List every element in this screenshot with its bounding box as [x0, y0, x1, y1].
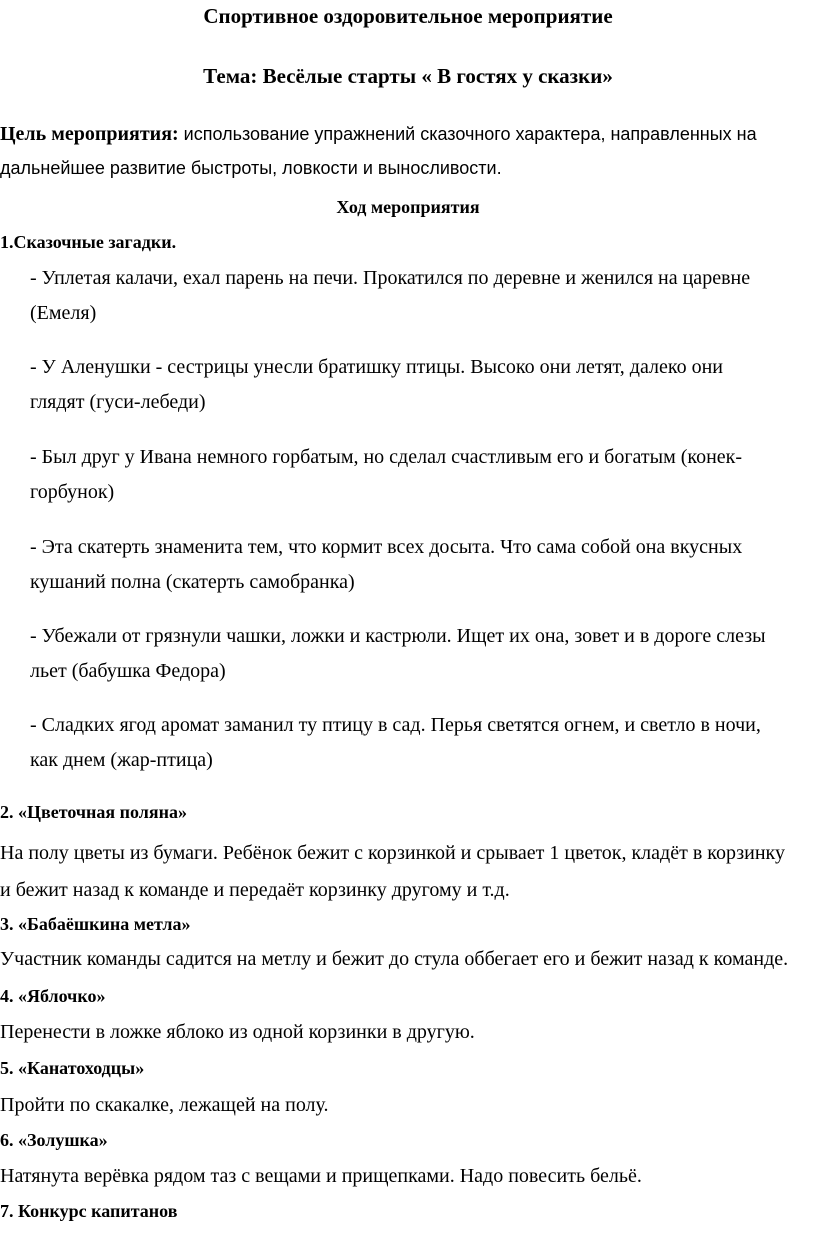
- riddle-2-line-1: - У Аленушки - сестрицы унесли братишку птицы. Высоко они летят, далеко они: [30, 356, 723, 378]
- riddle-4-line-1: - Эта скатерть знаменита тем, что кормит всех досыта. Что сама собой она вкусных: [30, 536, 743, 558]
- riddle-6-line-1: - Сладких ягод аромат заманил ту птицу в сад. Перья светятся огнем, и светло в ночи,: [30, 714, 761, 736]
- section1-heading: 1.Сказочные загадки.: [0, 232, 177, 252]
- course-heading: Ход мероприятия: [336, 197, 480, 217]
- goal-text-2: дальнейшее развитие быстроты, ловкости и выносливости.: [0, 158, 502, 178]
- section4-line-1: Перенести в ложке яблоко из одной корзинки в другую.: [0, 1021, 475, 1043]
- section6-line-1: Натянута верёвка рядом таз с вещами и прищепками. Надо повесить бельё.: [0, 1165, 642, 1187]
- riddle-2-line-2: глядят (гуси-лебеди): [30, 391, 206, 413]
- section6-heading: 6. «Золушка»: [0, 1130, 108, 1150]
- goal-label: Цель мероприятия:: [0, 123, 179, 145]
- riddle-6-line-2: как днем (жар-птица): [30, 749, 213, 771]
- section4-heading: 4. «Яблочко»: [0, 986, 106, 1006]
- section2-line-1: На полу цветы из бумаги. Ребёнок бежит с корзинкой и срывает 1 цветок, кладёт в корзинку: [0, 842, 785, 864]
- riddle-1-line-1: - Уплетая калачи, ехал парень на печи. Прокатился по деревне и женился на царевне: [30, 267, 751, 289]
- section3-heading: 3. «Бабаёшкина метла»: [0, 914, 191, 934]
- section5-heading: 5. «Канатоходцы»: [0, 1058, 145, 1078]
- riddle-5-line-1: - Убежали от грязнули чашки, ложки и кастрюли. Ищет их она, зовет и в дороге слезы: [30, 625, 766, 647]
- section5-line-1: Пройти по скакалке, лежащей на полу.: [0, 1094, 329, 1116]
- section2-line-2: и бежит назад к команде и передаёт корзинку другому и т.д.: [0, 879, 510, 901]
- section2-heading: 2. «Цветочная поляна»: [0, 802, 187, 822]
- document-title: Спортивное оздоровительное мероприятие: [203, 4, 613, 28]
- goal-line-1: [0, 122, 757, 146]
- riddle-3-line-1: - Был друг у Ивана немного горбатым, но сделал счастливым его и богатым (конек-: [30, 446, 743, 468]
- riddle-5-line-2: льет (бабушка Федора): [30, 660, 226, 682]
- riddle-1-line-2: (Емеля): [30, 302, 97, 324]
- riddle-3-line-2: горбунок): [30, 481, 115, 503]
- section3-line-1: Участник команды садится на метлу и бежит до стула оббегает его и бежит назад к команде.: [0, 948, 789, 970]
- theme-title: Тема: Весёлые старты « В гостях у сказки»: [203, 64, 613, 88]
- goal-text-1: использование упражнений сказочного характера, направленных на: [183, 124, 757, 144]
- section7-heading: 7. Конкурс капитанов: [0, 1201, 178, 1221]
- riddle-4-line-2: кушаний полна (скатерть самобранка): [30, 571, 355, 593]
